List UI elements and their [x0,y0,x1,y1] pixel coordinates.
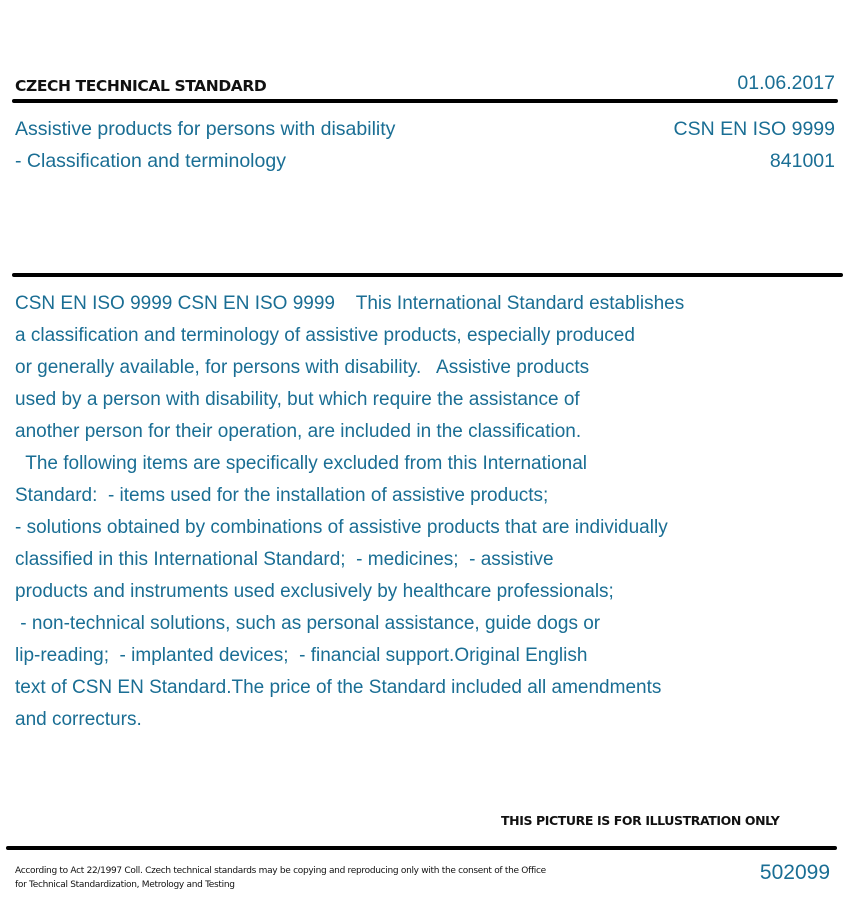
body-line: - solutions obtained by combinations of assistive products that are individually [15,517,668,538]
footer-divider [6,846,837,850]
publication-date: 01.06.2017 [737,72,835,94]
body-line: text of CSN EN Standard.The price of the Standard included all amendments [15,677,662,698]
body-line: and correcturs. [15,709,142,730]
body-line: CSN EN ISO 9999 CSN EN ISO 9999 This International Standard establishes [15,293,685,314]
body-line: products and instruments used exclusively by healthcare professionals; [15,581,614,602]
body-line: lip-reading; - implanted devices; - financial support.Original English [15,645,588,666]
body-line: - non-technical solutions, such as personal assistance, guide dogs or [15,613,601,634]
legal-notice [15,864,546,892]
legal-notice-line1: According to Act 22/1997 Coll. Czech technical standards may be copying and reproducing only with the consent of the Office [15,866,546,876]
header-divider [12,99,838,103]
standard-code: 841001 [769,150,835,172]
body-line: a classification and terminology of assistive products, especially produced [15,325,635,346]
body-line: another person for their operation, are included in the classification. [15,421,582,442]
standard-title-line2: - Classification and terminology [15,150,286,172]
illustration-note: THIS PICTURE IS FOR ILLUSTRATION ONLY [501,813,780,828]
document-type-heading: CZECH TECHNICAL STANDARD [15,77,267,95]
standard-number: CSN EN ISO 9999 [673,118,835,140]
body-line: classified in this International Standard; - medicines; - assistive [15,549,554,570]
legal-notice-line2: for Technical Standardization, Metrology and Testing [15,880,235,890]
catalog-number: 502099 [759,861,830,884]
body-line: The following items are specifically excluded from this International [15,453,588,474]
body-line: or generally available, for persons with disability. Assistive products [15,357,590,378]
body-line: Standard: - items used for the installation of assistive products; [15,485,549,506]
title-divider [12,273,843,277]
standard-title-line1: Assistive products for persons with disability [15,118,396,140]
body-line: used by a person with disability, but which require the assistance of [15,389,580,410]
